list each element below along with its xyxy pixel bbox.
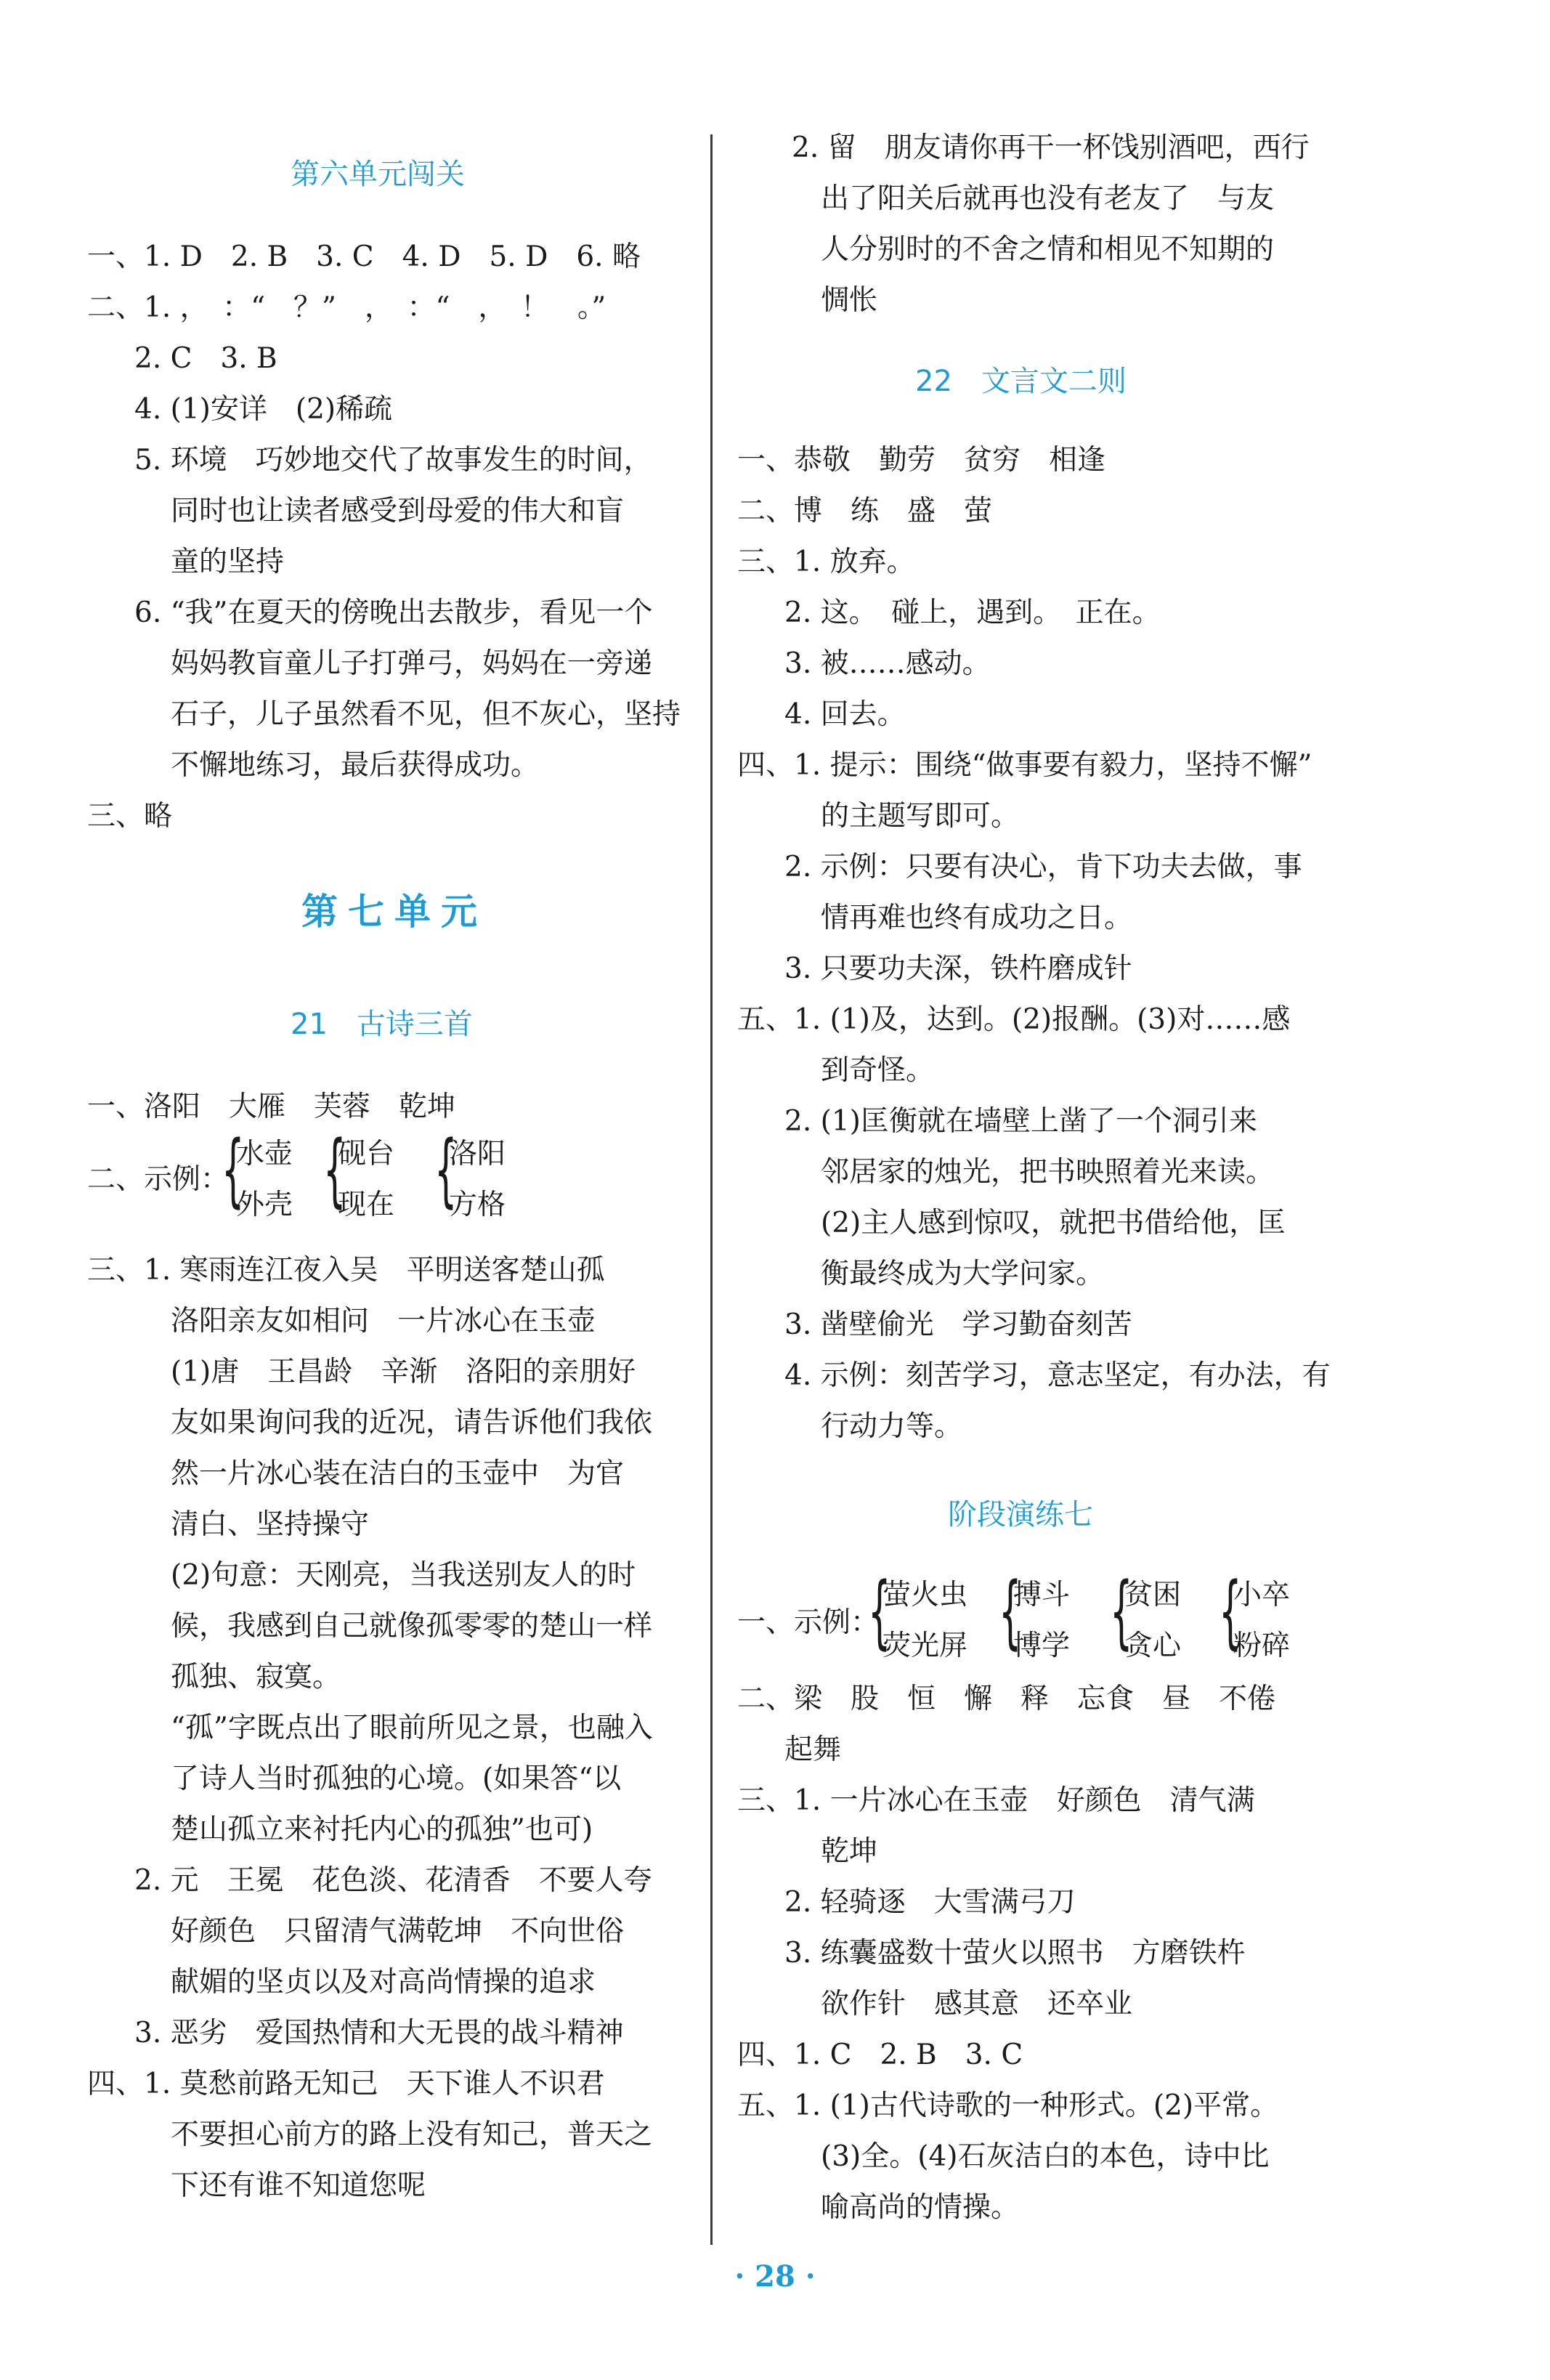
answer-line: 出了阳关后就再也没有老友了 与友 [821,182,1275,215]
answer-line: 2. 轻骑逐 大雪满弓刀 [784,1886,1076,1919]
brace-icon: { [1219,1565,1242,1658]
brace-icon: { [868,1565,891,1658]
answer-line: (3)全。(4)石灰洁白的本色，诗中比 [821,2140,1270,2173]
section-heading: 阶段演练七 [948,1498,1093,1531]
answer-line: 2. (1)匡衡就在墙壁上凿了一个洞引来 [784,1105,1257,1138]
answer-line: 2. C 3. B [134,342,277,375]
answer-line: 衡最终成为大学问家。 [821,1258,1105,1290]
brace-icon: { [434,1123,458,1216]
answer-line: 孤独、寂寞。 [171,1661,341,1693]
answer-line: 楚山孤立来衬托内心的孤独”也可) [171,1813,593,1846]
brace-icon: { [999,1565,1022,1658]
word-pair-top: 小卒 [1233,1579,1291,1611]
answer-line: 不懈地练习，最后获得成功。 [171,749,540,782]
answer-line: (1)唐 王昌龄 辛渐 洛阳的亲朋好 [171,1356,636,1388]
section-heading: 第六单元闯关 [291,158,465,191]
brace-icon: { [1110,1565,1133,1658]
answer-line: 献媚的坚贞以及对高尚情操的追求 [171,1966,596,1999]
answer-line: “孤”字既点出了眼前所见之景，也融入 [171,1712,653,1744]
word-pair-bottom: 方格 [449,1189,506,1221]
answer-line: 3. 恶劣 爱国热情和大无畏的战斗精神 [134,2017,624,2049]
section-heading: 22 文言文二则 [915,365,1127,398]
answer-line: 一、恭敬 勤劳 贫穷 相逢 [737,444,1106,477]
answer-line: 五、1. (1)古代诗歌的一种形式。(2)平常。 [737,2089,1279,2122]
answer-line: 二、1. ， ：“ ？” ， ：“ ， ！ 。” [87,291,606,324]
page-number: · 28 · [734,2259,816,2294]
answer-line: 3. 凿壁偷光 学习勤奋刻苦 [784,1308,1132,1341]
word-pair-bottom: 博学 [1013,1630,1071,1662]
answer-line: 洛阳亲友如相问 一片冰心在玉壶 [171,1305,596,1337]
answer-line: 行动力等。 [821,1410,963,1443]
word-pair-bottom: 外壳 [236,1189,293,1221]
answer-line: 候，我感到自己就像孤零零的楚山一样 [171,1610,653,1643]
answer-line: 4. 示例：刻苦学习，意志坚定，有办法，有 [784,1359,1331,1392]
answer-line: 一、洛阳 大雁 芙蓉 乾坤 [87,1090,456,1123]
answer-line: 乾坤 [821,1835,878,1868]
answer-line: 然一片冰心装在洁白的玉壶中 为官 [171,1457,625,1490]
word-pair-top: 砚台 [338,1138,395,1170]
answer-line: 6. “我”在夏天的傍晚出去散步，看见一个 [134,596,653,629]
section-heading: 21 古诗三首 [291,1008,473,1041]
answer-line: 的主题写即可。 [821,800,1020,833]
answer-line: 友如果询问我的近况，请告诉他们我依 [171,1406,653,1439]
answer-line: 到奇怪。 [821,1054,935,1087]
answer-line: 五、1. (1)及，达到。(2)报酬。(3)对……感 [737,1003,1291,1036]
answer-line: 3. 练囊盛数十萤火以照书 方磨铁杵 [784,1937,1246,1970]
answer-line: 妈妈教盲童儿子打弹弓，妈妈在一旁递 [171,647,653,680]
answer-line: 下还有谁不知道您呢 [171,2169,426,2202]
brace-icon: { [323,1123,346,1216]
answer-line: 四、1. 提示：围绕“做事要有毅力，坚持不懈” [737,749,1312,782]
word-pair-bottom: 现在 [338,1189,395,1221]
answer-line: 2. 示例：只要有决心，肯下功夫去做，事 [784,851,1302,883]
word-pair-top: 搏斗 [1013,1579,1071,1611]
answer-line: 四、1. C 2. B 3. C [737,2039,1023,2071]
answer-line: 5. 环境 巧妙地交代了故事发生的时间， [134,444,652,477]
answer-prefix: 二、示例： [87,1163,230,1196]
answer-line: 二、博 练 盛 萤 [737,495,993,527]
answer-line: 二、梁 股 恒 懈 释 忘食 昼 不倦 [737,1683,1276,1715]
answer-line: 欲作针 感其意 还卒业 [821,1988,1133,2020]
answer-line: 4. 回去。 [784,698,906,731]
answer-line: 童的坚持 [171,546,285,578]
word-pair-bottom: 贪心 [1124,1630,1182,1662]
answer-line: 石子，儿子虽然看不见，但不灰心，坚持 [171,698,681,731]
answer-line: 三、1. 放弃。 [737,546,915,578]
word-pair-top: 洛阳 [449,1138,506,1170]
answer-line: 2. 元 王冕 花色淡、花清香 不要人夸 [134,1864,652,1897]
word-pair-bottom: 粉碎 [1233,1630,1291,1662]
answer-prefix: 一、示例： [737,1606,880,1639]
answer-line: 同时也让读者感受到母爱的伟大和盲 [171,495,625,527]
answer-line: 了诗人当时孤独的心境。(如果答“以 [171,1762,622,1795]
answer-line: 4. (1)安详 (2)稀疏 [134,393,393,426]
unit-title: 第七单元 [301,890,487,933]
brace-icon: { [222,1123,245,1216]
answer-line: 邻居家的烛光，把书映照着光来读。 [821,1156,1275,1189]
word-pair-top: 贫困 [1124,1579,1182,1611]
word-pair-bottom: 荧光屏 [882,1630,968,1662]
answer-line: 不要担心前方的路上没有知己，普天之 [171,2118,653,2151]
answer-line: (2)句意：天刚亮，当我送别友人的时 [171,1559,636,1592]
answer-line: 2. 留 朋友请你再干一杯饯别酒吧，西行 [792,131,1310,164]
answer-line: 惆怅 [821,284,878,317]
word-pair-top: 萤火虫 [882,1579,968,1611]
answer-line: 四、1. 莫愁前路无知己 天下谁人不识君 [87,2068,605,2100]
answer-line: 清白、坚持操守 [171,1508,370,1541]
answer-line: (2)主人感到惊叹，就把书借给他，匡 [821,1207,1286,1239]
column-divider [710,134,713,2245]
answer-line: 一、1. D 2. B 3. C 4. D 5. D 6. 略 [87,240,641,273]
answer-line: 人分别时的不舍之情和相见不知期的 [821,233,1275,266]
answer-line: 喻高尚的情操。 [821,2191,1020,2224]
answer-line: 3. 只要功夫深，铁杵磨成针 [784,952,1132,985]
answer-line: 3. 被……感动。 [784,647,991,680]
answer-line: 起舞 [784,1733,842,1766]
answer-line: 三、1. 寒雨连江夜入吴 平明送客楚山孤 [87,1254,605,1287]
answer-line: 好颜色 只留清气满乾坤 不向世俗 [171,1915,625,1948]
answer-line: 情再难也终有成功之日。 [821,902,1133,934]
answer-line: 三、1. 一片冰心在玉壶 好颜色 清气满 [737,1784,1255,1817]
answer-line: 三、略 [87,800,173,833]
answer-line: 2. 这。 碰上，遇到。 正在。 [784,596,1161,629]
word-pair-top: 水壶 [236,1138,293,1170]
